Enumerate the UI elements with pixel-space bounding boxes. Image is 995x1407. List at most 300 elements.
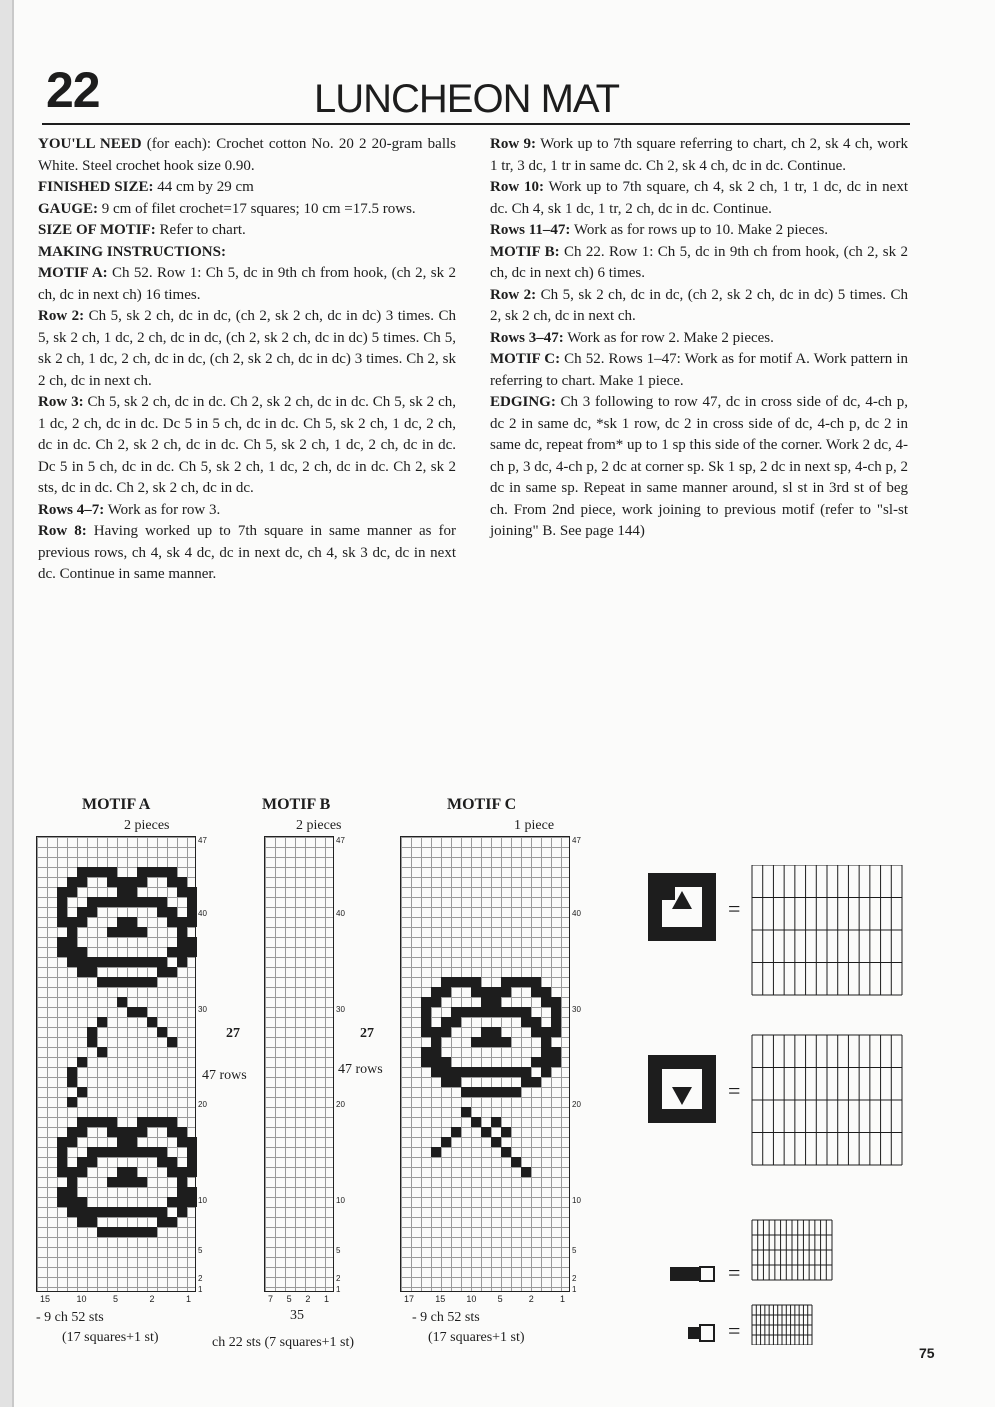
instruction-text: Ch 52. Rows 1–47: Work as for motif A. Work pattern in referring to chart. Make 1 piece. xyxy=(490,351,908,389)
row-tick-label: 10 xyxy=(572,1196,581,1206)
filled-square xyxy=(67,1077,77,1087)
row-tick-label: 2 xyxy=(336,1273,341,1283)
filled-square xyxy=(551,1047,561,1057)
instruction-paragraph xyxy=(38,392,456,500)
instruction-label: GAUGE: xyxy=(38,200,98,217)
filled-square xyxy=(117,977,127,987)
filled-square xyxy=(451,1067,461,1077)
filled-square xyxy=(501,1037,511,1047)
filled-square xyxy=(157,1027,167,1037)
filled-square xyxy=(67,957,77,967)
motif-c-pattern xyxy=(401,837,571,1293)
filled-square xyxy=(67,1127,77,1137)
filled-square xyxy=(87,907,97,917)
filled-square xyxy=(167,1037,177,1047)
instruction-paragraph xyxy=(38,199,456,221)
instruction-paragraph xyxy=(490,220,908,242)
filled-square xyxy=(57,1187,67,1197)
filled-square xyxy=(167,947,177,957)
filled-square xyxy=(77,1157,87,1167)
filled-square xyxy=(107,927,117,937)
filled-square xyxy=(157,1147,167,1157)
filled-square xyxy=(481,997,491,1007)
motif-a-squares-label: (17 squares+1 st) xyxy=(62,1330,159,1345)
instruction-text: Ch 3 following to row 47, dc in cross side of dc, 4-ch p, dc 2 in same dc, *sk 1 row, dc 2 in cross side of dc, 4-ch p, dc 2 in same dc, repeat from* up to 1 sp this side of the corner. Work 2 dc, 4-ch p, 3 dc, 4-ch p, 2 dc at corner sp. Sk 1 sp, 2 dc in next sp, 4-ch p, 2 dc in same sp. Repeat in same manner around, sl st in 3rd st of beg ch. From 2nd piece, work joining to previous motif (refer to "sl-st joining" B. See page 144) xyxy=(490,394,908,539)
filled-square xyxy=(531,1017,541,1027)
filled-square xyxy=(67,1167,77,1177)
instruction-text: Having worked up to 7th square in same manner as for previous rows, ch 4, sk 4 dc, dc in next dc, ch 4, sk 3 dc, dc in next dc. Continue in same manner. xyxy=(38,523,456,582)
filled-square xyxy=(97,1147,107,1157)
filled-square xyxy=(107,1127,117,1137)
row-tick-label: 47 xyxy=(336,836,345,845)
instruction-paragraph xyxy=(38,177,456,199)
instruction-paragraph xyxy=(490,285,908,328)
motif-b-chain-label: ch 22 sts (7 squares+1 st) xyxy=(212,1335,355,1350)
filled-square xyxy=(481,1087,491,1097)
filled-square xyxy=(187,1187,197,1197)
motif-b-title: MOTIF B xyxy=(262,796,331,813)
filled-square xyxy=(147,897,157,907)
filled-square xyxy=(147,1117,157,1127)
row-tick-label: 30 xyxy=(336,1004,345,1014)
filled-square xyxy=(117,957,127,967)
filled-square xyxy=(461,1107,471,1117)
filled-square xyxy=(167,1197,177,1207)
row-tick-label: 40 xyxy=(336,908,345,918)
filled-square xyxy=(541,997,551,1007)
filled-square xyxy=(87,1027,97,1037)
row-tick-label: 1 xyxy=(198,1285,203,1295)
instruction-label: Rows 3–47: xyxy=(490,329,564,346)
filled-square xyxy=(57,1157,67,1167)
filled-square xyxy=(77,867,87,877)
filled-square xyxy=(107,1117,117,1127)
motif-b-rows-num: 27 xyxy=(360,1026,374,1041)
column-tick-label: 2 xyxy=(528,1294,534,1304)
row-tick-label: 30 xyxy=(198,1004,207,1014)
instruction-paragraph xyxy=(490,392,908,543)
instruction-label: Row 8: xyxy=(38,523,87,539)
filled-square xyxy=(511,1067,521,1077)
filled-square xyxy=(97,1117,107,1127)
filled-square xyxy=(511,1157,521,1167)
motif-b-rows-label: 47 rows xyxy=(338,1062,383,1077)
filled-square xyxy=(107,957,117,967)
column-tick-label: 1 xyxy=(324,1294,330,1304)
motif-b-chart-grid xyxy=(264,836,334,1292)
instruction-text: Work up to 7th square, ch 4, sk 2 ch, 1 tr, 1 dc, dc in next dc. Ch 4, sk 1 dc, 1 tr, 2 ch, dc in dc. Continue. xyxy=(490,179,908,217)
filled-square xyxy=(57,897,67,907)
filled-square xyxy=(87,1207,97,1217)
filled-square xyxy=(471,977,481,987)
filled-square xyxy=(77,1197,87,1207)
row-tick-label: 30 xyxy=(572,1004,581,1014)
filled-square xyxy=(501,1007,511,1017)
filled-square xyxy=(87,957,97,967)
motif-c-pieces: 1 piece xyxy=(514,818,555,833)
filled-square xyxy=(57,1167,67,1177)
instruction-paragraph xyxy=(38,521,456,586)
column-tick-label: 1 xyxy=(560,1294,566,1304)
filled-square xyxy=(421,1057,431,1067)
filled-square xyxy=(481,1037,491,1047)
filled-square xyxy=(531,1027,541,1037)
filled-square xyxy=(531,1057,541,1067)
instruction-label: Rows 4–7: xyxy=(38,501,105,518)
filled-square xyxy=(521,1067,531,1077)
instruction-label: Row 9: xyxy=(490,136,537,152)
pattern-number: 22 xyxy=(46,62,100,118)
filled-square xyxy=(541,1047,551,1057)
filled-square xyxy=(461,1067,471,1077)
filled-square xyxy=(87,1157,97,1167)
filled-square xyxy=(481,1067,491,1077)
filled-square xyxy=(87,967,97,977)
column-tick-label: 10 xyxy=(466,1294,477,1304)
filled-square xyxy=(491,987,501,997)
filled-square xyxy=(491,1007,501,1017)
filled-square xyxy=(97,977,107,987)
instruction-paragraph xyxy=(38,263,456,306)
filled-square xyxy=(167,967,177,977)
filled-square xyxy=(431,1027,441,1037)
instructions-left-column xyxy=(38,134,456,586)
column-tick-label: 1 xyxy=(186,1294,192,1304)
filled-square xyxy=(117,1147,127,1157)
filled-square xyxy=(441,1017,451,1027)
filled-square xyxy=(137,1227,147,1237)
filled-square xyxy=(77,1117,87,1127)
filled-square xyxy=(177,957,187,967)
filled-square xyxy=(157,907,167,917)
filled-square xyxy=(491,997,501,1007)
row-tick-label: 1 xyxy=(336,1285,341,1295)
column-tick-label: 17 xyxy=(404,1294,415,1304)
filled-square xyxy=(431,1047,441,1057)
filled-square xyxy=(187,917,197,927)
filled-square xyxy=(431,987,441,997)
filled-square xyxy=(491,1087,501,1097)
filled-square xyxy=(421,1007,431,1017)
filled-square xyxy=(157,1207,167,1217)
motif-b-center-label: 35 xyxy=(290,1308,304,1323)
instruction-text: Ch 5, sk 2 ch, dc in dc, (ch 2, sk 2 ch, dc in dc) 5 times. Ch 2, sk 2 ch, dc in next ch. xyxy=(490,286,908,324)
filled-square xyxy=(177,1197,187,1207)
filled-square xyxy=(187,947,197,957)
filled-square xyxy=(501,977,511,987)
filled-square xyxy=(107,977,117,987)
filled-square xyxy=(137,1147,147,1157)
instruction-label: Row 10: xyxy=(490,179,544,195)
instruction-label: FINISHED SIZE: xyxy=(38,179,154,195)
filled-square xyxy=(137,977,147,987)
instruction-paragraph xyxy=(38,500,456,522)
filled-square xyxy=(107,1207,117,1217)
motif-a-pieces: 2 pieces xyxy=(124,818,170,833)
instruction-label: SIZE OF MOTIF: xyxy=(38,222,156,238)
filled-square xyxy=(471,1037,481,1047)
instruction-label: Row 2: xyxy=(38,308,85,324)
filled-square xyxy=(441,1027,451,1037)
filled-square xyxy=(57,887,67,897)
legend-equals-2: = xyxy=(728,1078,741,1103)
row-tick-label: 2 xyxy=(198,1273,203,1283)
filled-square xyxy=(461,977,471,987)
column-tick-label: 2 xyxy=(149,1294,155,1304)
filled-square xyxy=(67,937,77,947)
filled-square xyxy=(107,867,117,877)
instruction-text: Refer to chart. xyxy=(155,222,246,238)
motif-c-title: MOTIF C xyxy=(447,796,517,813)
row-tick-label: 47 xyxy=(572,836,581,845)
row-tick-label: 5 xyxy=(198,1246,203,1256)
filled-square xyxy=(137,867,147,877)
instruction-paragraph xyxy=(490,242,908,285)
filled-square xyxy=(167,877,177,887)
filled-square xyxy=(441,1137,451,1147)
instruction-label: Rows 11–47: xyxy=(490,222,571,238)
filled-square xyxy=(127,1127,137,1137)
filled-square xyxy=(187,1137,197,1147)
filled-square xyxy=(177,877,187,887)
filled-square xyxy=(77,1087,87,1097)
row-tick-label: 10 xyxy=(198,1196,207,1206)
filled-square xyxy=(137,1207,147,1217)
instruction-label: Row 2: xyxy=(490,286,537,303)
filled-square xyxy=(77,1207,87,1217)
legend-equals-4: = xyxy=(728,1318,741,1343)
filled-square xyxy=(461,1007,471,1017)
page-binding-edge xyxy=(0,0,12,1407)
filled-square xyxy=(147,1227,157,1237)
filled-square xyxy=(127,1227,137,1237)
column-tick-label: 5 xyxy=(286,1294,292,1304)
filled-square xyxy=(177,917,187,927)
motif-a-rows-label: 47 rows xyxy=(202,1068,247,1083)
filled-square xyxy=(167,1127,177,1137)
instruction-label: MOTIF A: xyxy=(38,265,108,281)
filled-square xyxy=(147,1017,157,1027)
filled-square xyxy=(107,1227,117,1237)
filled-square xyxy=(127,1147,137,1157)
filled-square xyxy=(491,1067,501,1077)
filled-square xyxy=(511,1007,521,1017)
filled-square xyxy=(481,1007,491,1017)
filled-square xyxy=(97,867,107,877)
motif-a-title: MOTIF A xyxy=(82,796,151,813)
filled-square xyxy=(501,987,511,997)
filled-square xyxy=(177,1207,187,1217)
filled-square xyxy=(87,1117,97,1127)
filled-square xyxy=(187,897,197,907)
filled-square xyxy=(137,927,147,937)
filled-square xyxy=(97,1207,107,1217)
instruction-text: (for each): Crochet cotton No. 20 2 20-gram balls White. Steel crochet hook size 0.90. xyxy=(38,136,457,174)
filled-square xyxy=(551,1007,561,1017)
filled-square xyxy=(127,1167,137,1177)
filled-square xyxy=(107,897,117,907)
filled-square xyxy=(531,987,541,997)
filled-square xyxy=(127,957,137,967)
filled-square xyxy=(471,987,481,997)
filled-square xyxy=(187,1147,197,1157)
filled-square xyxy=(77,947,87,957)
filled-square xyxy=(127,877,137,887)
filled-square xyxy=(147,1147,157,1157)
filled-square xyxy=(177,1177,187,1187)
filled-square xyxy=(177,937,187,947)
filled-square xyxy=(167,1167,177,1177)
filled-square xyxy=(157,1217,167,1227)
instruction-text: Work as for row 3. xyxy=(104,501,221,518)
row-tick-label: 20 xyxy=(572,1100,581,1110)
motif-a-chart-grid xyxy=(36,836,196,1292)
filled-square xyxy=(481,1027,491,1037)
filled-square xyxy=(551,997,561,1007)
page-number: 75 xyxy=(919,1345,935,1361)
filled-square xyxy=(177,1187,187,1197)
filled-square xyxy=(117,1167,127,1177)
filled-square xyxy=(87,1147,97,1157)
filled-square xyxy=(147,1207,157,1217)
filled-square xyxy=(117,1227,127,1237)
column-tick-label: 2 xyxy=(305,1294,311,1304)
filled-square xyxy=(77,1127,87,1137)
filled-square xyxy=(157,867,167,877)
filled-square xyxy=(471,1087,481,1097)
filled-square xyxy=(57,937,67,947)
filled-square xyxy=(441,1077,451,1087)
page-binding-shadow xyxy=(12,0,14,1407)
filled-square xyxy=(67,947,77,957)
filled-square xyxy=(501,1127,511,1137)
column-tick-label: 5 xyxy=(113,1294,119,1304)
filled-square xyxy=(471,1117,481,1127)
filled-square xyxy=(77,957,87,967)
filled-square xyxy=(87,867,97,877)
filled-square xyxy=(147,957,157,967)
filled-square xyxy=(167,867,177,877)
filled-square xyxy=(77,917,87,927)
instruction-text: Work as for row 2. Make 2 pieces. xyxy=(563,329,774,346)
filled-square xyxy=(67,1177,77,1187)
instruction-label: EDGING: xyxy=(490,394,556,410)
filled-square xyxy=(541,1067,551,1077)
filled-square xyxy=(167,1217,177,1227)
filled-square xyxy=(551,1017,561,1027)
row-tick-label: 10 xyxy=(336,1196,345,1206)
filled-square xyxy=(441,1057,451,1067)
filled-square xyxy=(521,1077,531,1087)
legend-arrow-down xyxy=(648,1055,716,1123)
filled-square xyxy=(531,977,541,987)
filled-square xyxy=(551,1057,561,1067)
filled-square xyxy=(501,1087,511,1097)
filled-square xyxy=(87,1037,97,1047)
filled-square xyxy=(127,917,137,927)
motif-c-squares-label: (17 squares+1 st) xyxy=(428,1330,525,1345)
instruction-label: MOTIF B: xyxy=(490,243,560,260)
instruction-text: Ch 5, sk 2 ch, dc in dc. Ch 2, sk 2 ch, dc in dc. Ch 5, sk 2 ch, 1 dc, 2 ch, dc in dc. Dc 5 in 5 ch, dc in dc. Ch 5, sk 2 ch, 1 dc, 2 ch, dc in dc. Ch 2, sk 2 ch, dc in dc. Ch 5, sk 2 ch, 1 dc, 2 ch, dc in dc. Dc 5 in 5 ch, dc in dc. Ch 5, sk 2 ch, 1 dc, 2 ch, dc in dc. Ch 2, sk 2 sts, dc in dc. Ch 2, sk 2 ch, dc in dc. xyxy=(38,394,456,496)
legend-arrow-up xyxy=(648,873,716,941)
instruction-text: Work as for rows up to 10. Make 2 pieces. xyxy=(570,222,829,238)
instruction-text: Ch 5, sk 2 ch, dc in dc, (ch 2, sk 2 ch, dc in dc) 3 times. Ch 5, sk 2 ch, 1 dc, 2 ch, dc in dc, (ch 2, sk 2 ch, dc in dc) 5 times. Ch 5, sk 2 ch, 1 dc, 2 ch, dc in dc, (ch 2, sk 2 ch, dc in dc) 3 times. Ch 2, sk 2 ch, dc in next ch. xyxy=(38,308,456,389)
filled-square xyxy=(137,1007,147,1017)
instruction-text: Ch 52. Row 1: Ch 5, dc in 9th ch from hook, (ch 2, sk 2 ch, dc in next ch) 16 times. xyxy=(38,265,456,303)
filled-square xyxy=(137,877,147,887)
column-tick-label: 10 xyxy=(76,1294,87,1304)
filled-square xyxy=(431,1037,441,1047)
column-tick-label: 7 xyxy=(268,1294,274,1304)
filled-square xyxy=(451,1007,461,1017)
filled-square xyxy=(441,1067,451,1077)
filled-square xyxy=(117,877,127,887)
filled-square xyxy=(77,877,87,887)
filled-square xyxy=(177,947,187,957)
filled-square xyxy=(177,1137,187,1147)
filled-square xyxy=(461,1087,471,1097)
filled-square xyxy=(511,977,521,987)
instructions-right-column xyxy=(490,134,908,543)
column-tick-label: 5 xyxy=(497,1294,503,1304)
filled-square xyxy=(521,1017,531,1027)
filled-square xyxy=(541,987,551,997)
filled-square xyxy=(77,1217,87,1227)
filled-square xyxy=(77,967,87,977)
legend-equals-1: = xyxy=(728,896,741,921)
filled-square xyxy=(541,1037,551,1047)
instruction-paragraph xyxy=(38,242,456,264)
filled-square xyxy=(157,957,167,967)
filled-square xyxy=(127,887,137,897)
instruction-text: 44 cm by 29 cm xyxy=(153,179,254,195)
filled-square xyxy=(157,1117,167,1127)
filled-square xyxy=(67,917,77,927)
filled-square xyxy=(67,1097,77,1107)
filled-square xyxy=(441,977,451,987)
filled-square xyxy=(541,1057,551,1067)
filled-square xyxy=(137,1177,147,1187)
row-tick-label: 47 xyxy=(198,836,207,845)
filled-square xyxy=(67,887,77,897)
filled-square xyxy=(157,967,167,977)
filled-square xyxy=(57,1137,67,1147)
filled-square xyxy=(127,1177,137,1187)
filled-square xyxy=(501,1067,511,1077)
filled-square xyxy=(177,1127,187,1137)
filled-square xyxy=(97,1227,107,1237)
filled-square xyxy=(67,1067,77,1077)
filled-square xyxy=(67,1137,77,1147)
filled-square xyxy=(117,887,127,897)
filled-square xyxy=(187,1197,197,1207)
filled-square xyxy=(107,1177,117,1187)
filled-square xyxy=(421,1047,431,1057)
instruction-text: Ch 22. Row 1: Ch 5, dc in 9th ch from hook, (ch 2, sk 2 ch, dc in next ch) 6 times. xyxy=(490,243,908,281)
filled-square xyxy=(97,957,107,967)
filled-square xyxy=(431,997,441,1007)
instruction-paragraph xyxy=(38,220,456,242)
filled-square xyxy=(481,987,491,997)
motif-a-chain-label: - 9 ch 52 sts xyxy=(36,1310,104,1325)
filled-square xyxy=(177,927,187,937)
filled-square xyxy=(127,977,137,987)
filled-square xyxy=(187,1157,197,1167)
filled-square xyxy=(137,1127,147,1137)
row-tick-label: 40 xyxy=(198,908,207,918)
filled-square xyxy=(157,897,167,907)
filled-square xyxy=(451,1127,461,1137)
